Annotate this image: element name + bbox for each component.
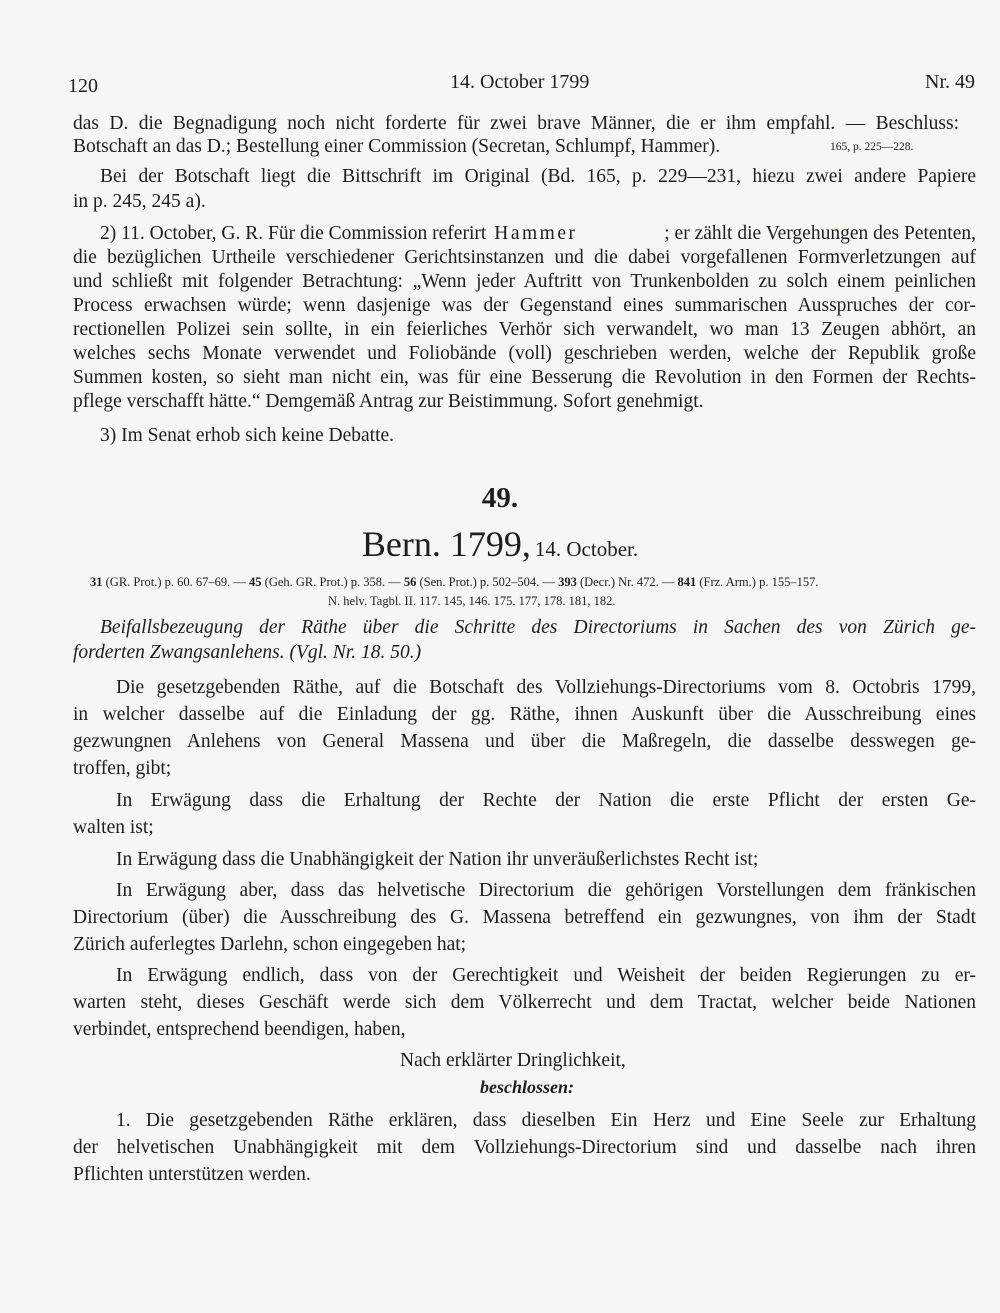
text-line: Directorium (über) die Ausschreibung des G. Massena betreffend ein gezwungnes, von ihm der Stadt <box>73 907 976 928</box>
source-references-line-2: N. helv. Tagbl. II. 117. 145, 146. 175. 177, 178. 181, 182. <box>328 594 616 608</box>
archive-volume-number: 841 <box>677 575 697 589</box>
archive-volume-number: 45 <box>249 575 262 589</box>
text-line: Die gesetzgebenden Räthe, auf die Botschaft des Vollziehungs-Directoriums vom 8. Octobris 1799, <box>116 677 976 698</box>
title-place-year: Bern. 1799, <box>361 524 531 564</box>
text-line: und schließt mit folgender Betrachtung: „Wenn jeder Auftritt von Trunkenbolden zu solch einem peinlichen <box>73 271 976 292</box>
text-line: In Erwägung dass die Unabhängigkeit der Nation ihr unveräußerlichstes Recht ist; <box>116 849 759 870</box>
text-line: die bezüglichen Urtheile verschiedener Gerichtsinstanzen und die dabei vorgefallenen Formverletzungen auf <box>73 247 976 268</box>
archive-reference-text: (Decr.) Nr. 472. — <box>576 575 678 589</box>
speaker-name: Hammer <box>494 223 578 244</box>
archive-reference-text: (Geh. GR. Prot.) p. 358. — <box>261 575 404 589</box>
text-line: In Erwägung aber, dass das helvetische Directorium die gehörigen Vorstellungen dem fränkischen <box>116 880 976 901</box>
text-line: In Erwägung dass die Erhaltung der Rechte der Nation die erste Pflicht der ersten Ge- <box>116 790 976 811</box>
text-line: in welcher dasselbe auf die Einladung der gg. Räthe, ihnen Auskunft über die Ausschreibung eines <box>73 704 976 725</box>
text-line: 3) Im Senat erhob sich keine Debatte. <box>100 425 395 446</box>
text-line: In Erwägung endlich, dass von der Gerechtigkeit und Weisheit der beiden Regierungen zu er- <box>116 965 976 986</box>
urgency-clause: Nach erklärter Dringlichkeit, <box>400 1050 626 1071</box>
text-line: Pflichten unterstützen werden. <box>73 1164 311 1185</box>
title-date: 14. October. <box>534 537 639 561</box>
archive-reference-text: (Sen. Prot.) p. 502–504. — <box>416 575 559 589</box>
archive-volume-number: 393 <box>558 575 577 589</box>
text-line: Botschaft an das D.; Bestellung einer Commission (Secretan, Schlumpf, Hammer). <box>73 136 721 157</box>
text-line: gezwungnen Anlehens von General Massena und über die Maßregeln, die dasselbe desswegen ge- <box>73 731 976 752</box>
archive-volume-number: 31 <box>90 575 103 589</box>
text-line: verbindet, entsprechend beendigen, haben, <box>73 1019 406 1040</box>
text-run: 2) 11. October, G. R. Für die Commission referirt <box>100 223 487 244</box>
archive-reference-text: (GR. Prot.) p. 60. 67–69. — <box>102 575 250 589</box>
summary-line: forderten Zwangsanlehens. (Vgl. Nr. 18. 50.) <box>73 642 422 663</box>
text-line: 1. Die gesetzgebenden Räthe erklären, dass dieselben Ein Herz und Eine Seele zur Erhaltung <box>116 1110 976 1131</box>
text-line: walten ist; <box>73 817 154 838</box>
source-reference: 165, p. 225—228. <box>830 141 914 153</box>
page-number: 120 <box>68 75 98 97</box>
text-line: warten steht, dieses Geschäft werde sich dem Völkerrecht und dem Tractat, welcher beide Nationen <box>73 992 976 1013</box>
text-line: troffen, gibt; <box>73 758 172 779</box>
running-head-number: Nr. 49 <box>925 71 975 93</box>
text-line: rectionellen Polizei sein sollte, in ein feierliches Verhör sich verwandelt, wo man 13 Zeugen abhört, an <box>73 319 976 340</box>
text-line: Bei der Botschaft liegt die Bittschrift im Original (Bd. 165, p. 229—231, hiezu zwei andere Papiere <box>100 166 976 187</box>
resolution-heading: beschlossen: <box>480 1077 574 1097</box>
text-line: pflege verschafft hätte.“ Demgemäß Antrag zur Beistimmung. Sofort genehmigt. <box>73 391 704 412</box>
text-line: Zürich auferlegtes Darlehn, schon eingegeben hat; <box>73 934 467 955</box>
document-number: 49. <box>481 482 519 514</box>
text-line: der helvetischen Unabhängigkeit mit dem Vollziehungs-Directorium sind und dasselbe nach ihren <box>73 1137 976 1158</box>
document-title <box>0 524 1000 572</box>
running-head-date: 14. October 1799 <box>450 71 590 93</box>
text-run: ; er zählt die Vergehungen des Petenten, <box>664 223 976 244</box>
text-line: das D. die Begnadigung noch nicht forderte für zwei brave Männer, die er ihm empfahl. — Beschluss: <box>73 113 959 134</box>
text-line: Summen kosten, so sieht man nicht ein, was für eine Besserung die Revolution in den Formen der Rechts- <box>73 367 976 388</box>
archive-reference-text: (Frz. Arm.) p. 155–157. <box>696 575 819 589</box>
archive-volume-number: 56 <box>403 575 417 589</box>
text-line: welches sechs Monate verwendet und Foliobände (voll) geschrieben werden, welche der Republik große <box>73 343 976 364</box>
text-line <box>100 222 976 246</box>
summary-line: Beifallsbezeugung der Räthe über die Schritte des Directoriums in Sachen des von Zürich ge- <box>100 617 976 638</box>
text-line: Process erwachsen würde; wenn dasjenige was der Gegenstand eines summarischen Ausspruches der cor- <box>73 295 976 316</box>
text-line: in p. 245, 245 a). <box>73 191 206 212</box>
